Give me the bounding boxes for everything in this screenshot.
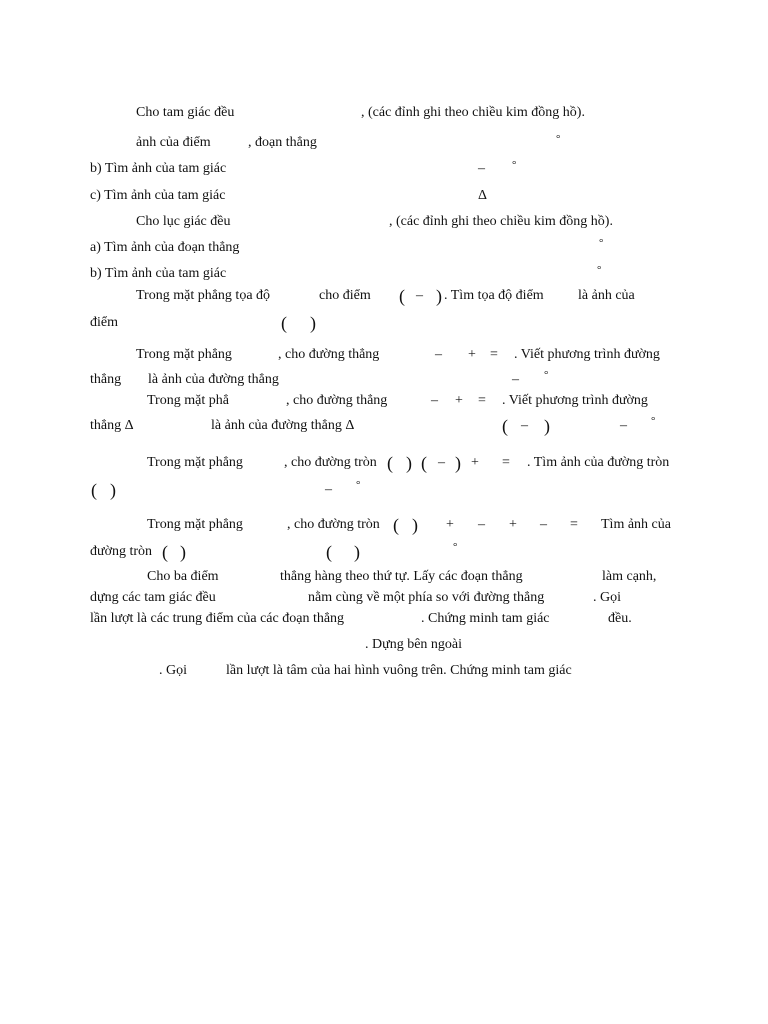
equals-symbol: = <box>490 347 498 362</box>
left-paren: ( <box>326 542 332 562</box>
left-paren: ( <box>421 453 427 473</box>
left-paren: ( <box>393 515 399 535</box>
plus-symbol: + <box>455 393 463 408</box>
plus-symbol: + <box>509 517 517 532</box>
text-line-12a: Trong mặt phẳ <box>147 393 229 408</box>
minus-symbol: – <box>540 517 547 532</box>
minus-symbol: – <box>478 517 485 532</box>
text-line-9: điểm <box>90 315 118 330</box>
degree-symbol: ° <box>544 369 549 381</box>
degree-symbol: ° <box>512 159 517 171</box>
minus-symbol: – <box>620 418 627 433</box>
text-line-16a: Trong mặt phẳng <box>147 517 243 532</box>
text-line-13b: là ảnh của đường thẳng Δ <box>211 418 355 433</box>
degree-symbol: ° <box>556 133 561 145</box>
text-line-5a: Cho lục giác đều <box>136 214 231 229</box>
text-line-12c: . Viết phương trình đường <box>502 393 648 408</box>
text-line-22a: . Gọi <box>159 663 187 678</box>
text-line-8a: Trong mặt phẳng tọa độ <box>136 288 271 303</box>
text-line-18c: làm cạnh, <box>602 569 657 584</box>
text-line-16b: , cho đường tròn <box>287 517 380 532</box>
text-line-20a: lần lượt là các trung điểm của các đoạn thẳng <box>90 611 345 626</box>
right-paren: ) <box>406 453 412 473</box>
text-line-19a: dựng các tam giác đều <box>90 590 216 605</box>
text-line-4: c) Tìm ảnh của tam giác <box>90 188 226 203</box>
left-paren: ( <box>399 286 405 306</box>
text-line-18b: thẳng hàng theo thứ tự. Lấy các đoạn thẳng <box>280 569 523 584</box>
minus-symbol: – <box>521 418 528 433</box>
text-line-2a: ảnh của điểm <box>136 135 211 150</box>
text-line-5b: , (các đỉnh ghi theo chiều kim đồng hồ). <box>389 214 613 229</box>
text-line-14b: , cho đường tròn <box>284 455 377 470</box>
text-line-8c: . Tìm tọa độ điểm <box>444 288 544 303</box>
minus-symbol: – <box>438 455 445 470</box>
degree-symbol: ° <box>356 479 361 491</box>
text-line-18a: Cho ba điểm <box>147 569 219 584</box>
text-line-2b: , đoạn thẳng <box>248 135 317 150</box>
degree-symbol: ° <box>599 237 604 249</box>
equals-symbol: = <box>478 393 486 408</box>
text-line-20c: đều. <box>608 611 632 626</box>
text-line-1a: Cho tam giác đều <box>136 105 235 120</box>
minus-symbol: – <box>416 288 423 303</box>
plus-symbol: + <box>468 347 476 362</box>
text-line-11b: là ảnh của đường thẳng <box>148 372 279 387</box>
left-paren: ( <box>387 453 393 473</box>
right-paren: ) <box>310 313 316 333</box>
degree-symbol: ° <box>651 415 656 427</box>
text-line-21: . Dựng bên ngoài <box>365 637 463 652</box>
right-paren: ) <box>455 453 461 473</box>
delta-symbol: Δ <box>478 188 488 203</box>
left-paren: ( <box>281 313 287 333</box>
text-line-10a: Trong mặt phẳng <box>136 347 232 362</box>
equals-symbol: = <box>570 517 578 532</box>
plus-symbol: + <box>446 517 454 532</box>
text-line-6: a) Tìm ảnh của đoạn thẳng <box>90 240 240 255</box>
text-line-17: đường tròn <box>90 544 153 559</box>
left-paren: ( <box>502 416 508 436</box>
minus-symbol: – <box>435 347 442 362</box>
text-line-8d: là ảnh của <box>578 288 635 303</box>
text-line-16c: Tìm ảnh của <box>601 517 671 532</box>
right-paren: ) <box>354 542 360 562</box>
text-line-14a: Trong mặt phẳng <box>147 455 243 470</box>
text-line-20b: . Chứng minh tam giác <box>421 611 550 626</box>
right-paren: ) <box>180 542 186 562</box>
right-paren: ) <box>110 480 116 500</box>
degree-symbol: ° <box>597 264 602 276</box>
minus-symbol: – <box>512 372 519 387</box>
minus-symbol: – <box>431 393 438 408</box>
equals-symbol: = <box>502 455 510 470</box>
text-line-22b: lần lượt là tâm của hai hình vuông trên. Chứng minh tam giác <box>226 663 572 678</box>
text-line-10c: . Viết phương trình đường <box>514 347 660 362</box>
plus-symbol: + <box>471 455 479 470</box>
right-paren: ) <box>412 515 418 535</box>
text-line-19b: nằm cùng về một phía so với đường thẳng <box>308 590 545 605</box>
text-line-8b: cho điểm <box>319 288 371 303</box>
degree-symbol: ° <box>453 541 458 553</box>
text-line-10b: , cho đường thẳng <box>278 347 380 362</box>
right-paren: ) <box>544 416 550 436</box>
text-line-7: b) Tìm ảnh của tam giác <box>90 266 227 281</box>
text-line-13a: thẳng Δ <box>90 418 134 433</box>
left-paren: ( <box>162 542 168 562</box>
text-line-19c: . Gọi <box>593 590 621 605</box>
minus-symbol: – <box>478 161 485 176</box>
text-line-14c: . Tìm ảnh của đường tròn <box>527 455 670 470</box>
text-line-12b: , cho đường thẳng <box>286 393 388 408</box>
text-line-3: b) Tìm ảnh của tam giác <box>90 161 227 176</box>
minus-symbol: – <box>325 482 332 497</box>
text-line-11a: thẳng <box>90 372 122 387</box>
text-line-1b: , (các đỉnh ghi theo chiều kim đồng hồ). <box>361 105 585 120</box>
left-paren: ( <box>91 480 97 500</box>
right-paren: ) <box>436 286 442 306</box>
